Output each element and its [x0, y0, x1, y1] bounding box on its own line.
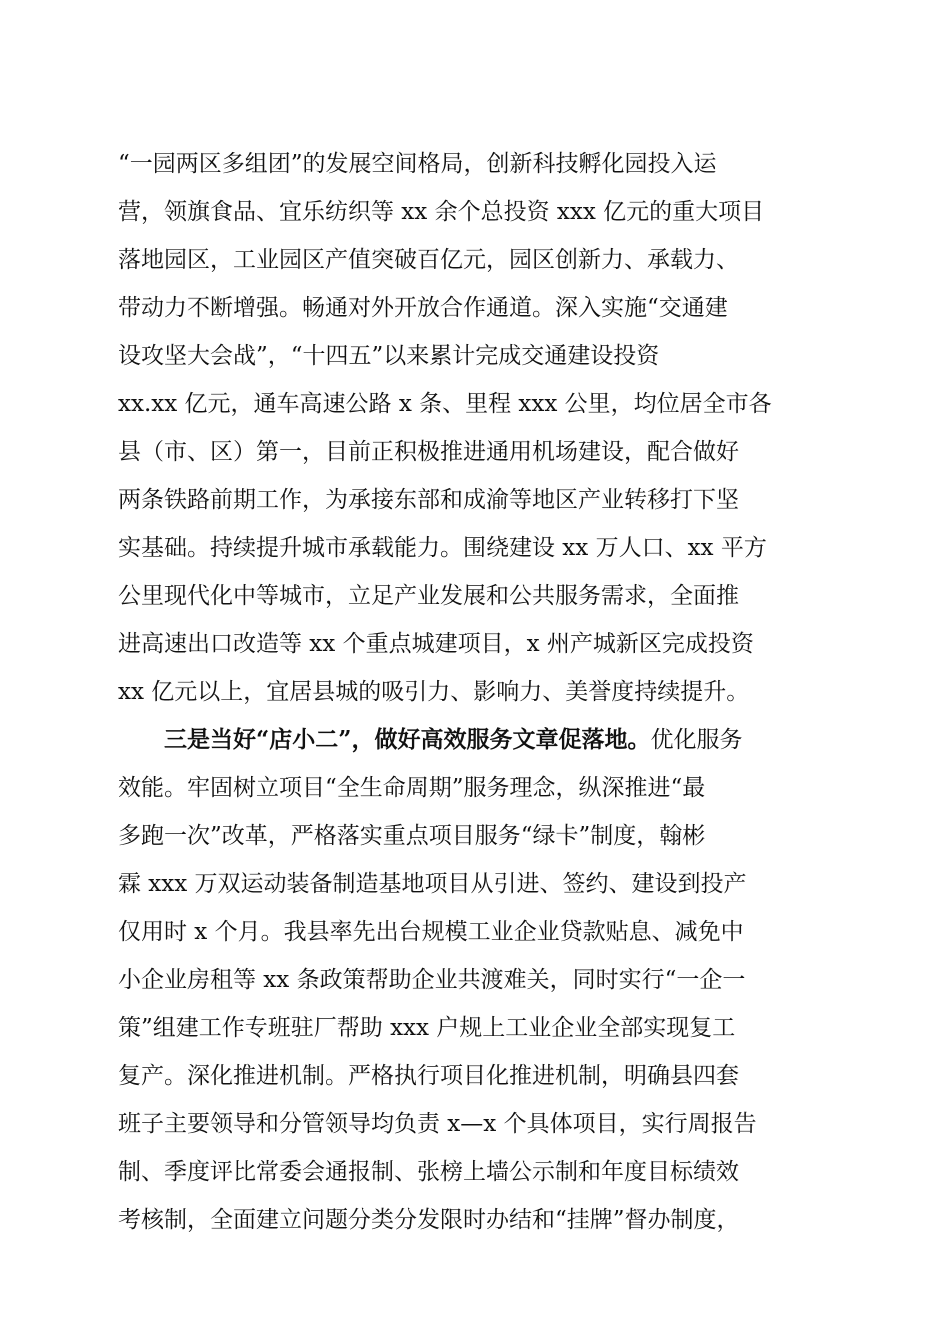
text-line: 两条铁路前期工作，为承接东部和成渝等地区产业转移打下坚 — [118, 487, 739, 513]
text-line: “一园两区多组团”的发展空间格局，创新科技孵化园投入运 — [118, 151, 717, 177]
paragraph-heading-line — [118, 716, 834, 764]
text-line: 落地园区，工业园区产值突破百亿元，园区创新力、承载力、 — [118, 247, 739, 273]
text-line: 考核制，全面建立问题分类分发限时办结和“挂牌”督办制度， — [118, 1207, 740, 1233]
text-line: 仅用时 x 个月。我县率先出台规模工业企业贷款贴息、减免中 — [118, 919, 744, 945]
text-line: 带动力不断增强。畅通对外开放合作通道。深入实施“交通建 — [118, 295, 728, 321]
text-line: 霖 xxx 万双运动装备制造基地项目从引进、签约、建设到投产 — [118, 871, 747, 897]
text-line: 营，领旗食品、宜乐纺织等 xx 余个总投资 xxx 亿元的重大项目 — [118, 199, 765, 225]
text-line: 策”组建工作专班驻厂帮助 xxx 户规上工业企业全部实现复工 — [118, 1015, 736, 1041]
body-text — [118, 140, 834, 1244]
text-line: 县（市、区）第一，目前正积极推进通用机场建设，配合做好 — [118, 439, 739, 465]
text-line: 设攻坚大会战”，“十四五”以来累计完成交通建设投资 — [118, 343, 660, 369]
text-line: 公里现代化中等城市，立足产业发展和公共服务需求，全面推 — [118, 583, 739, 609]
text-line: xx.xx 亿元，通车高速公路 x 条、里程 xxx 公里，均位居全市各 — [118, 391, 772, 417]
paragraph-heading: 三是当好“店小二”，做好高效服务文章促落地。 — [164, 726, 651, 753]
text-line: 班子主要领导和分管领导均负责 x—x 个具体项目，实行周报告 — [118, 1111, 757, 1137]
text-line: 效能。牢固树立项目“全生命周期”服务理念，纵深推进“最 — [118, 775, 706, 801]
text-line: 进高速出口改造等 xx 个重点城建项目，x 州产城新区完成投资 — [118, 631, 754, 657]
text-line: 实基础。持续提升城市承载能力。围绕建设 xx 万人口、xx 平方 — [118, 535, 767, 561]
text-line: 多跑一次”改革，严格落实重点项目服务“绿卡”制度，翰彬 — [118, 823, 706, 849]
text-line: xx 亿元以上，宜居县城的吸引力、影响力、美誉度持续提升。 — [118, 679, 750, 705]
text-line: 小企业房租等 xx 条政策帮助企业共渡难关，同时实行“一企一 — [118, 967, 746, 993]
text-line: 制、季度评比常委会通报制、张榜上墙公示制和年度目标绩效 — [118, 1159, 739, 1185]
heading-continuation: 优化服务 — [650, 727, 743, 753]
text-line: 复产。深化推进机制。严格执行项目化推进机制，明确县四套 — [118, 1063, 739, 1089]
